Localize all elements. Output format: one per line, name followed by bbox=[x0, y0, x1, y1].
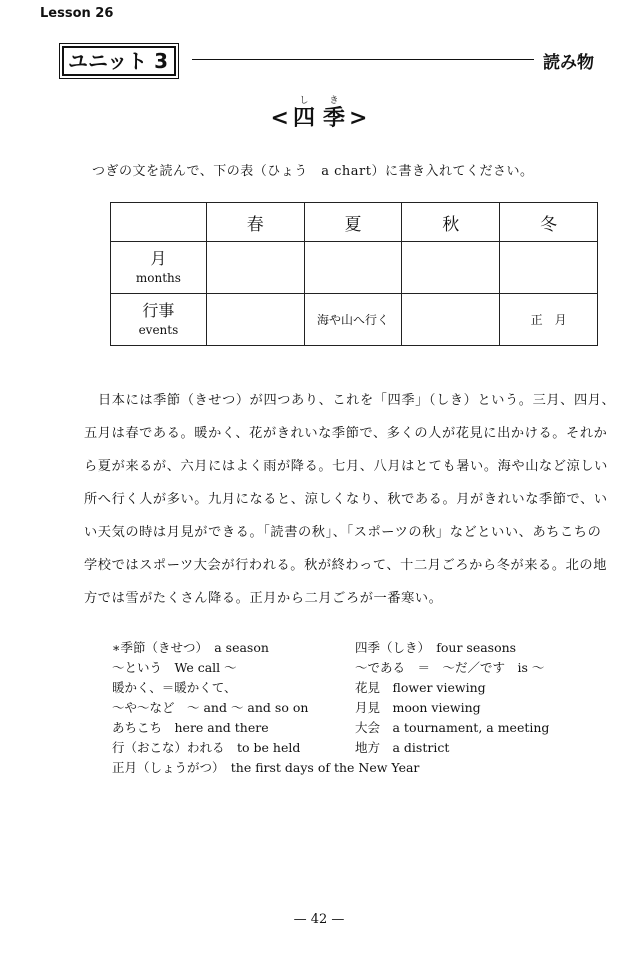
cell-events-winter[interactable]: 正 月 bbox=[500, 294, 598, 346]
page-title bbox=[0, 96, 638, 130]
vocab-row bbox=[112, 638, 582, 658]
lesson-label: Lesson 26 bbox=[40, 6, 114, 21]
cell-events-summer[interactable]: 海や山へ行く bbox=[304, 294, 402, 346]
instruction-text: つぎの文を読んで、下の表（ひょう a chart）に書き入れてください。 bbox=[92, 164, 534, 179]
vocab-entry-left: 〜という We call 〜 bbox=[112, 660, 237, 675]
unit-title: ユニット 3 bbox=[62, 46, 176, 76]
column-header-autumn: 秋 bbox=[402, 203, 500, 242]
title-kanji-1: 四 bbox=[292, 105, 315, 131]
vocab-entry-right: 花見 flower viewing bbox=[355, 680, 486, 695]
row-header-events bbox=[111, 294, 207, 346]
passage-line: い天気の時は月見ができる。「読書の秋」、「スポーツの秋」などといい、あちこちの bbox=[84, 525, 602, 540]
season-chart bbox=[110, 202, 598, 346]
cell-events-spring[interactable] bbox=[206, 294, 304, 346]
vocab-entry-left: ∗季節（きせつ） a season bbox=[112, 640, 269, 655]
chart-header-row bbox=[111, 203, 598, 242]
vocab-row bbox=[112, 718, 582, 738]
row-header-months bbox=[111, 242, 207, 294]
passage-line: 方では雪がたくさん降る。正月から二月ごろが一番寒い。 bbox=[84, 591, 443, 606]
page-number: — 42 — bbox=[293, 912, 345, 927]
chart-corner-cell bbox=[111, 203, 207, 242]
cell-events-autumn[interactable] bbox=[402, 294, 500, 346]
unit-header bbox=[62, 46, 594, 76]
cell-months-autumn[interactable] bbox=[402, 242, 500, 294]
vocab-entry-left: 〜や〜など 〜 and 〜 and so on bbox=[112, 700, 309, 715]
vocab-entry-right: 月見 moon viewing bbox=[355, 700, 481, 715]
chart-row-events bbox=[111, 294, 598, 346]
vocab-entry-left: 暖かく、＝暖かくて、 bbox=[112, 680, 237, 695]
vocab-entry-left: あちこち here and there bbox=[112, 720, 269, 735]
vocab-entry-right: 大会 a tournament, a meeting bbox=[355, 720, 550, 735]
passage-line: 五月は春である。暖かく、花がきれいな季節で、多くの人が花見に出かける。それか bbox=[84, 426, 608, 441]
row-header-events-en: events bbox=[138, 322, 179, 337]
title-close-bracket: > bbox=[349, 105, 368, 131]
vocab-row bbox=[112, 738, 582, 758]
passage-line: 所へ行く人が多い。九月になると、涼しくなり、秋である。月がきれいな季節で、い bbox=[84, 492, 608, 507]
cell-months-summer[interactable] bbox=[304, 242, 402, 294]
vocab-row bbox=[112, 758, 582, 778]
vocab-row bbox=[112, 678, 582, 698]
cell-months-spring[interactable] bbox=[206, 242, 304, 294]
title-kanji-2: 季 bbox=[323, 105, 346, 131]
vocab-entry-left: 正月（しょうがつ） the first days of the New Year bbox=[112, 760, 420, 775]
title-open-bracket: < bbox=[270, 105, 289, 131]
chart-row-months bbox=[111, 242, 598, 294]
header-rule bbox=[192, 59, 534, 60]
title-char-1 bbox=[293, 96, 315, 130]
column-header-winter: 冬 bbox=[500, 203, 598, 242]
vocab-row bbox=[112, 658, 582, 678]
title-ruby-1: し bbox=[299, 96, 309, 106]
passage-line: ら夏が来るが、六月にはよく雨が降る。七月、八月はとても暑い。海や山など涼しい bbox=[84, 459, 608, 474]
reading-passage bbox=[84, 384, 616, 615]
vocab-entry-right: 四季（しき） four seasons bbox=[355, 640, 517, 655]
row-header-events-jp: 行事 bbox=[142, 300, 175, 320]
passage-line: 学校ではスポーツ大会が行われる。秋が終わって、十二月ごろから冬が来る。北の地 bbox=[84, 558, 607, 573]
title-char-2 bbox=[323, 96, 345, 130]
vocab-row bbox=[112, 698, 582, 718]
section-label: 読み物 bbox=[543, 53, 594, 73]
passage-line: 日本には季節（きせつ）が四つあり、これを「四季」（しき）という。三月、四月、 bbox=[98, 393, 616, 408]
vocab-entry-right: 地方 a district bbox=[355, 740, 450, 755]
row-header-months-en: months bbox=[135, 270, 181, 285]
title-ruby-2: き bbox=[329, 96, 339, 106]
column-header-summer: 夏 bbox=[304, 203, 402, 242]
column-header-spring: 春 bbox=[206, 203, 304, 242]
vocab-entry-left: 行（おこな）われる to be held bbox=[112, 740, 301, 755]
row-header-months-jp: 月 bbox=[150, 248, 167, 268]
vocab-entry-right: 〜である ＝ 〜だ／です is 〜 bbox=[355, 660, 545, 675]
cell-months-winter[interactable] bbox=[500, 242, 598, 294]
